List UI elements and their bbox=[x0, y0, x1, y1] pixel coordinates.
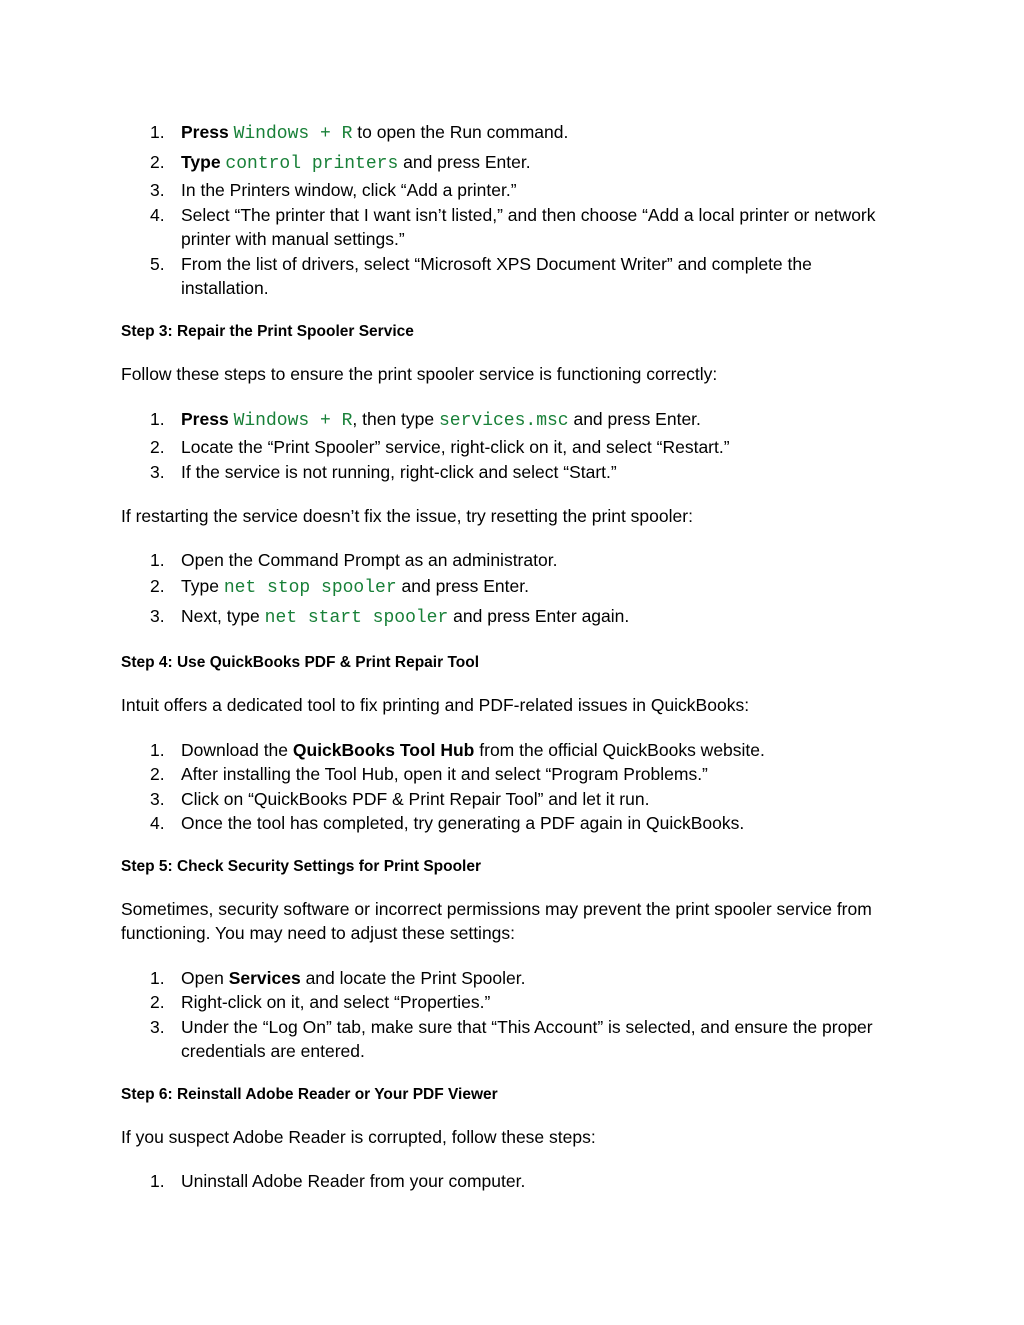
step4-list bbox=[121, 738, 901, 836]
inline-code: net start spooler bbox=[264, 608, 449, 628]
spooler-reset-list bbox=[121, 548, 901, 633]
document-page bbox=[121, 118, 901, 1194]
list-item: 1. Open the Command Prompt as an administrator. bbox=[150, 549, 558, 570]
step6-list bbox=[121, 1169, 901, 1194]
list-item: 5. From the list of drivers, select “Microsoft XPS Document Writer” and complete the installation. bbox=[150, 253, 812, 298]
step5-intro: Sometimes, security software or incorrect permissions may prevent the print spooler service from functioning. You may need to adjust these settings: bbox=[121, 898, 872, 943]
list-item: 3. In the Printers window, click “Add a printer.” bbox=[150, 180, 517, 200]
bold-label: QuickBooks Tool Hub bbox=[292, 739, 475, 760]
inline-code: services.msc bbox=[438, 411, 569, 431]
list-item: 3. Next, type net start spooler and press Enter again. bbox=[150, 606, 630, 628]
list-item: 1. Open Services and locate the Print Spooler. bbox=[150, 967, 526, 988]
list-item: 2. Type net stop spooler and press Enter. bbox=[150, 576, 529, 598]
bold-label: Press bbox=[181, 409, 229, 429]
step3-intro: Follow these steps to ensure the print spooler service is functioning correctly: bbox=[121, 363, 718, 384]
list-item: 2. Right-click on it, and select “Properties.” bbox=[150, 992, 491, 1012]
step5-list bbox=[121, 966, 901, 1064]
step4-intro: Intuit offers a dedicated tool to fix printing and PDF-related issues in QuickBooks: bbox=[121, 695, 750, 715]
inline-code: net stop spooler bbox=[223, 578, 397, 598]
list-item: 1. Uninstall Adobe Reader from your computer. bbox=[150, 1171, 526, 1191]
bold-label: Press bbox=[181, 122, 229, 142]
inline-code: Windows + R bbox=[233, 411, 353, 431]
list-item: 1. Press Windows + R, then type services.msc and press Enter. bbox=[150, 409, 701, 431]
step5-heading: Step 5: Check Security Settings for Print Spooler bbox=[121, 857, 482, 875]
list-item: 4. Select “The printer that I want isn’t listed,” and then choose “Add a local printer or network printer with manual settings.” bbox=[150, 204, 876, 249]
step6-intro: If you suspect Adobe Reader is corrupted, follow these steps: bbox=[121, 1126, 596, 1147]
list-item: 4. Once the tool has completed, try generating a PDF again in QuickBooks. bbox=[150, 813, 745, 833]
step4-heading: Step 4: Use QuickBooks PDF & Print Repair Tool bbox=[121, 654, 479, 671]
bold-label: Type bbox=[181, 152, 221, 172]
bold-label: Services bbox=[228, 967, 301, 988]
step3-followup: If restarting the service doesn’t fix the issue, try resetting the print spooler: bbox=[121, 506, 693, 526]
list-item: 1. Press Windows + R to open the Run command. bbox=[150, 122, 569, 144]
step3-heading: Step 3: Repair the Print Spooler Service bbox=[121, 322, 414, 340]
list-item: 3. Click on “QuickBooks PDF & Print Repair Tool” and let it run. bbox=[150, 788, 650, 809]
list-item: 1. Download the QuickBooks Tool Hub from the official QuickBooks website. bbox=[150, 739, 765, 760]
step6-heading: Step 6: Reinstall Adobe Reader or Your PDF Viewer bbox=[121, 1085, 498, 1103]
step3-list bbox=[121, 405, 901, 484]
list-item: 3. Under the “Log On” tab, make sure that “This Account” is selected, and ensure the proper credentials are entered. bbox=[150, 1016, 873, 1061]
list-item: 2. Type control printers and press Enter. bbox=[150, 152, 531, 174]
list-item: 3. If the service is not running, right-click and select “Start.” bbox=[150, 461, 617, 482]
list-item: 2. After installing the Tool Hub, open it and select “Program Problems.” bbox=[150, 764, 708, 784]
printer-install-steps bbox=[121, 118, 901, 301]
inline-code: Windows + R bbox=[233, 124, 353, 144]
inline-code: control printers bbox=[225, 154, 399, 174]
list-item: 2. Locate the “Print Spooler” service, right-click on it, and select “Restart.” bbox=[150, 437, 730, 457]
